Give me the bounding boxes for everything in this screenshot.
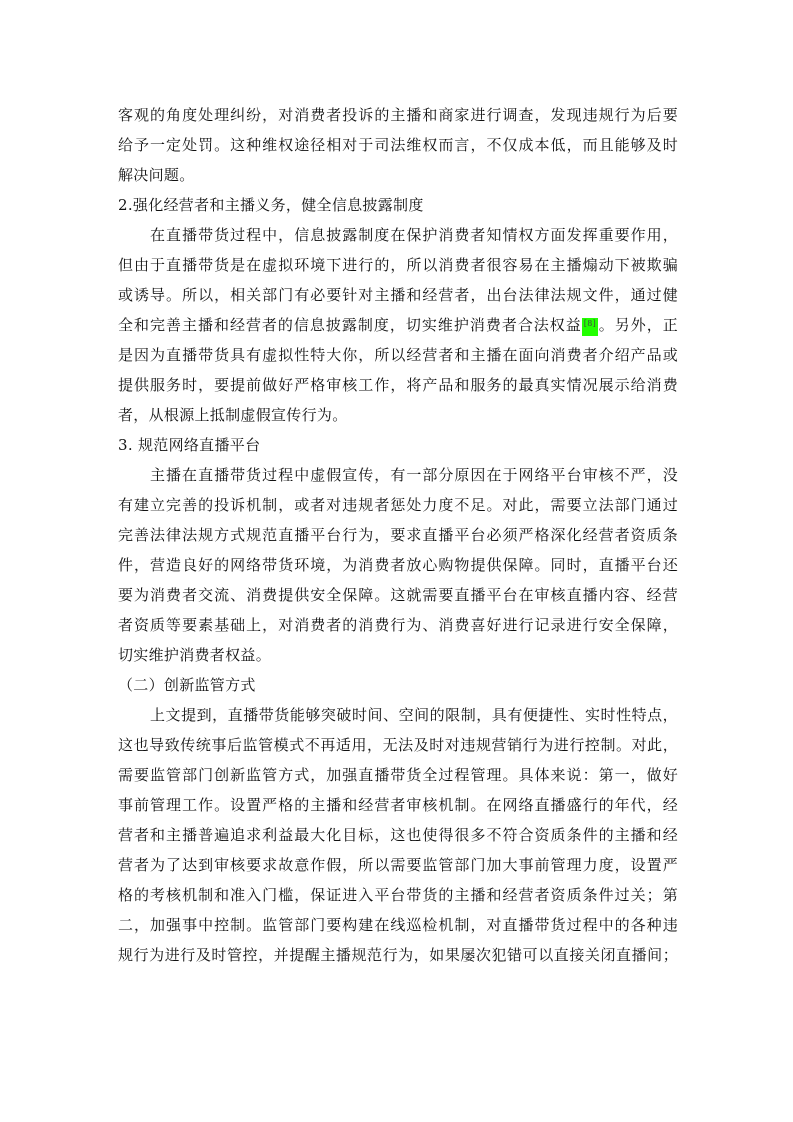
paragraph-line: 提供服务时，要提前做好严格审核工作，将产品和服务的最真实情况展示给消费 — [118, 376, 678, 394]
paragraph-line: 解决问题。 — [118, 166, 195, 184]
paragraph-line: 主播在直播带货过程中虚假宣传，有一部分原因在于网络平台审核不严，没 — [150, 466, 678, 484]
paragraph-line: 完善法律法规方式规范直播平台行为，要求直播平台必须严格深化经营者资质条 — [118, 526, 678, 544]
paragraph-line: 在直播带货过程中，信息披露制度在保护消费者知情权方面发挥重要作用， — [150, 226, 678, 244]
line-text: 全和完善主播和经营者的信息披露制度，切实维护消费者合法权益 — [118, 316, 582, 334]
paragraph-line: 者资质等要素基础上，对消费者的消费行为、消费喜好进行记录进行安全保障， — [118, 616, 678, 634]
paragraph-line: 有建立完善的投诉机制，或者对违规者惩处力度不足。对此，需要立法部门通过 — [118, 496, 678, 514]
paragraph-line: 需要监管部门创新监管方式，加强直播带货全过程管理。具体来说：第一，做好 — [118, 766, 678, 784]
paragraph-line: 要为消费者交流、消费提供安全保障。这就需要直播平台在审核直播内容、经营 — [118, 586, 678, 604]
paragraph-line: 件，营造良好的网络带货环境，为消费者放心购物提供保障。同时，直播平台还 — [118, 556, 678, 574]
paragraph-line: 是因为直播带货具有虚拟性特大你，所以经营者和主播在面向消费者介绍产品或 — [118, 346, 678, 364]
paragraph-line: 或诱导。所以，相关部门有必要针对主播和经营者，出台法律法规文件，通过健 — [118, 286, 678, 304]
paragraph-line: 客观的角度处理纠纷，对消费者投诉的主播和商家进行调查，发现违规行为后要 — [118, 106, 678, 124]
paragraph-line: 营者和主播普遍追求利益最大化目标，这也使得很多不符合资质条件的主播和经 — [118, 826, 678, 844]
paragraph-line: 营者为了达到审核要求故意作假，所以需要监管部门加大事前管理力度，设置严 — [118, 856, 678, 874]
section-heading: （二）创新监管方式 — [118, 676, 256, 694]
paragraph-line: 给予一定处罚。这种维权途径相对于司法维权而言，不仅成本低，而且能够及时 — [118, 136, 678, 154]
section-heading: 3. 规范网络直播平台 — [118, 436, 261, 454]
paragraph-line — [118, 310, 678, 340]
paragraph-line: 二，加强事中控制。监管部门要构建在线巡检机制，对直播带货过程中的各种违 — [118, 916, 678, 934]
document-body — [118, 100, 678, 970]
paragraph-line: 上文提到，直播带货能够突破时间、空间的限制，具有便捷性、实时性特点， — [150, 706, 678, 724]
paragraph-line: 格的考核机制和准入门槛，保证进入平台带货的主播和经营者资质条件过关；第 — [118, 886, 678, 904]
paragraph-line: 这也导致传统事后监管模式不再适用，无法及时对违规营销行为进行控制。对此， — [118, 736, 678, 754]
paragraph-line: 事前管理工作。设置严格的主播和经营者审核机制。在网络直播盛行的年代，经 — [118, 796, 678, 814]
paragraph-line: 规行为进行及时管控，并提醒主播规范行为，如果屡次犯错可以直接关闭直播间； — [118, 946, 678, 964]
paragraph-line: 但由于直播带货是在虚拟环境下进行的，所以消费者很容易在主播煽动下被欺骗 — [118, 256, 678, 274]
paragraph-line: 者，从根源上抵制虚假宣传行为。 — [118, 406, 348, 424]
paragraph-line: 切实维护消费者权益。 — [118, 646, 272, 664]
line-text: 。另外，正 — [598, 316, 678, 334]
citation-marker[interactable]: [8] — [582, 318, 598, 336]
section-heading: 2.强化经营者和主播义务，健全信息披露制度 — [118, 196, 424, 214]
